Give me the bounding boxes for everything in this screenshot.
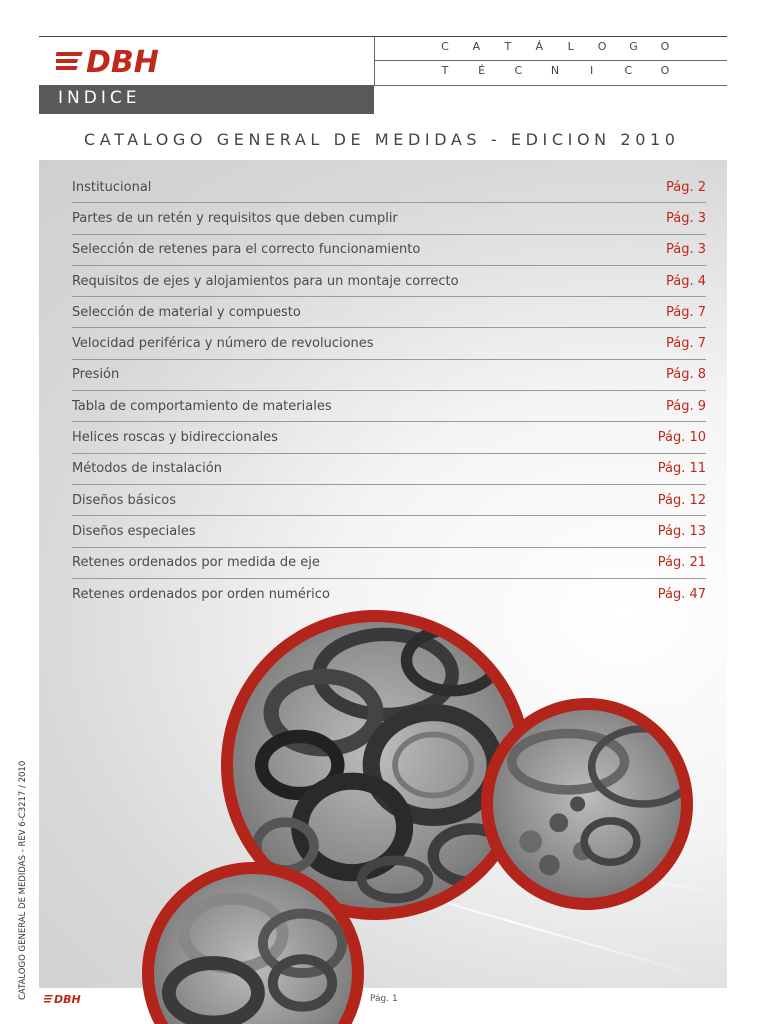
header-letter: N xyxy=(550,64,560,77)
toc-entry-label: Selección de material y compuesto xyxy=(72,304,301,320)
toc-row[interactable] xyxy=(72,548,706,579)
header-letter: A xyxy=(472,40,481,53)
header-letter: É xyxy=(478,64,486,77)
toc-row[interactable] xyxy=(72,360,706,391)
toc-row[interactable] xyxy=(72,203,706,234)
toc-row[interactable] xyxy=(72,172,706,203)
toc-page-ref: Pág. 7 xyxy=(665,336,706,352)
toc-page-ref: Pág. 3 xyxy=(665,210,706,226)
catalog-word xyxy=(440,40,670,53)
table-of-contents xyxy=(72,172,706,610)
header-letter: Á xyxy=(535,40,544,53)
toc-page-ref: Pág. 47 xyxy=(657,587,706,602)
toc-entry-label: Velocidad periférica y número de revoluciones xyxy=(72,336,374,352)
toc-page-ref: Pág. 13 xyxy=(657,523,706,539)
toc-page-ref: Pág. 8 xyxy=(665,367,706,383)
seals-illustration xyxy=(493,710,681,898)
toc-row[interactable] xyxy=(72,516,706,547)
toc-entry-label: Tabla de comportamiento de materiales xyxy=(72,398,332,414)
toc-page-ref: Pág. 10 xyxy=(657,430,706,446)
seals-illustration xyxy=(154,874,352,1024)
dbh-logo xyxy=(56,43,196,77)
header-letter: I xyxy=(590,64,594,77)
toc-entry-label: Diseños básicos xyxy=(72,492,176,508)
toc-entry-label: Diseños especiales xyxy=(72,523,196,539)
toc-entry-label: Presión xyxy=(72,367,120,383)
header-letter: G xyxy=(629,40,638,53)
toc-row[interactable] xyxy=(72,422,706,453)
toc-page-ref: Pág. 4 xyxy=(665,273,706,289)
toc-row[interactable] xyxy=(72,454,706,485)
toc-row[interactable] xyxy=(72,579,706,610)
header-letter: O xyxy=(597,40,607,53)
header-letter: O xyxy=(660,64,670,77)
toc-row[interactable] xyxy=(72,485,706,516)
top-rule xyxy=(39,36,727,37)
toc-row[interactable] xyxy=(72,297,706,328)
header-letter: C xyxy=(514,64,523,77)
header-letter: T xyxy=(441,64,449,77)
toc-entry-label: Métodos de instalación xyxy=(72,461,222,477)
toc-page-ref: Pág. 3 xyxy=(665,242,706,258)
toc-page-ref: Pág. 21 xyxy=(657,555,706,571)
section-label: INDICE xyxy=(58,88,141,108)
toc-entry-label: Institucional xyxy=(72,179,152,195)
header-letter: C xyxy=(441,40,449,53)
logo-text: DBH xyxy=(86,45,159,77)
toc-entry-label: Partes de un retén y requisitos que deben cumplir xyxy=(72,210,398,226)
header-letter: C xyxy=(624,64,633,77)
toc-page-ref: Pág. 9 xyxy=(665,398,706,414)
toc-entry-label: Retenes ordenados por orden numérico xyxy=(72,587,330,602)
catalog-revision-text: CATALOGO GENERAL DE MEDIDAS - REV 6-C3217 / 2010 xyxy=(18,760,28,1000)
header-divider-bottom xyxy=(374,85,727,86)
footer-logo-text: DBH xyxy=(54,993,81,1004)
toc-row[interactable] xyxy=(72,391,706,422)
technical-word xyxy=(440,64,670,77)
toc-page-ref: Pág. 7 xyxy=(665,304,706,320)
toc-entry-label: Retenes ordenados por medida de eje xyxy=(72,555,320,571)
toc-page-ref: Pág. 2 xyxy=(665,179,706,195)
footer-dbh-logo xyxy=(44,992,84,1004)
page-number: Pág. 1 xyxy=(370,994,398,1004)
toc-row[interactable] xyxy=(72,266,706,297)
toc-entry-label: Helices roscas y bidireccionales xyxy=(72,430,278,446)
header-letter: O xyxy=(660,40,670,53)
toc-page-ref: Pág. 12 xyxy=(657,492,706,508)
toc-row[interactable] xyxy=(72,328,706,359)
header-letter: T xyxy=(504,40,512,53)
header-letter: L xyxy=(567,40,574,53)
seals-photo-medium xyxy=(481,698,693,910)
toc-entry-label: Selección de retenes para el correcto funcionamiento xyxy=(72,242,421,258)
catalog-title: CATALOGO GENERAL DE MEDIDAS - EDICION 2010 xyxy=(84,130,680,149)
toc-entry-label: Requisitos de ejes y alojamientos para un montaje correcto xyxy=(72,273,459,289)
header-divider-middle xyxy=(374,60,727,61)
toc-page-ref: Pág. 11 xyxy=(657,461,706,477)
toc-row[interactable] xyxy=(72,235,706,266)
